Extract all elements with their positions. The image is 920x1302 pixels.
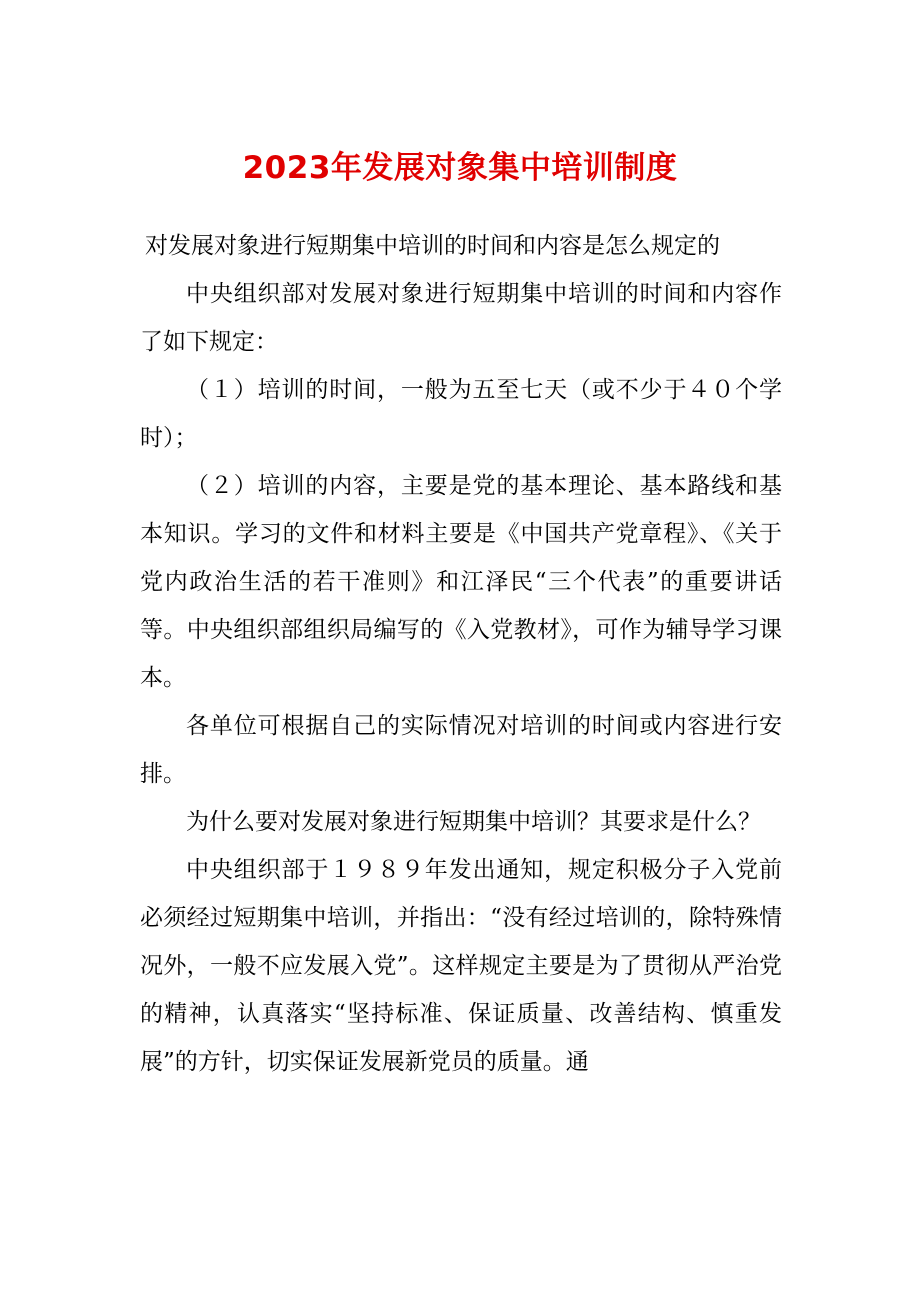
paragraph-regulation-intro: 中央组织部对发展对象进行短期集中培训的时间和内容作了如下规定： [140, 281, 782, 355]
paragraph-unit-arrangement: 各单位可根据自己的实际情况对培训的时间或内容进行安排。 [140, 713, 782, 787]
paragraph-question-heading: 对发展对象进行短期集中培训的时间和内容是怎么规定的 [145, 233, 720, 259]
document-title: 2023年发展对象集中培训制度 [242, 150, 678, 186]
paragraph-why-question: 为什么要对发展对象进行短期集中培训？其要求是什么？ [186, 809, 761, 835]
paragraph-training-time: （１）培训的时间，一般为五至七天（或不少于４０个学时）； [140, 377, 782, 451]
document-body [140, 222, 782, 1086]
paragraph-training-content: （２）培训的内容，主要是党的基本理论、基本路线和基本知识。学习的文件和材料主要是《中国共产党章程》、《关于党内政治生活的若干准则》和江泽民“三个代表”的重要讲话等。中央组织部组织局编写的《入党教材》，可作为辅导学习课本。 [140, 473, 782, 691]
paragraph-notice-1989: 中央组织部于１９８９年发出通知，规定积极分子入党前必须经过短期集中培训，并指出：“没有经过培训的，除特殊情况外，一般不应发展入党”。这样规定主要是为了贯彻从严治党的精神，认真落实“坚持标准、保证质量、改善结构、慎重发展”的方针，切实保证发展新党员的质量。通 [140, 857, 782, 1075]
